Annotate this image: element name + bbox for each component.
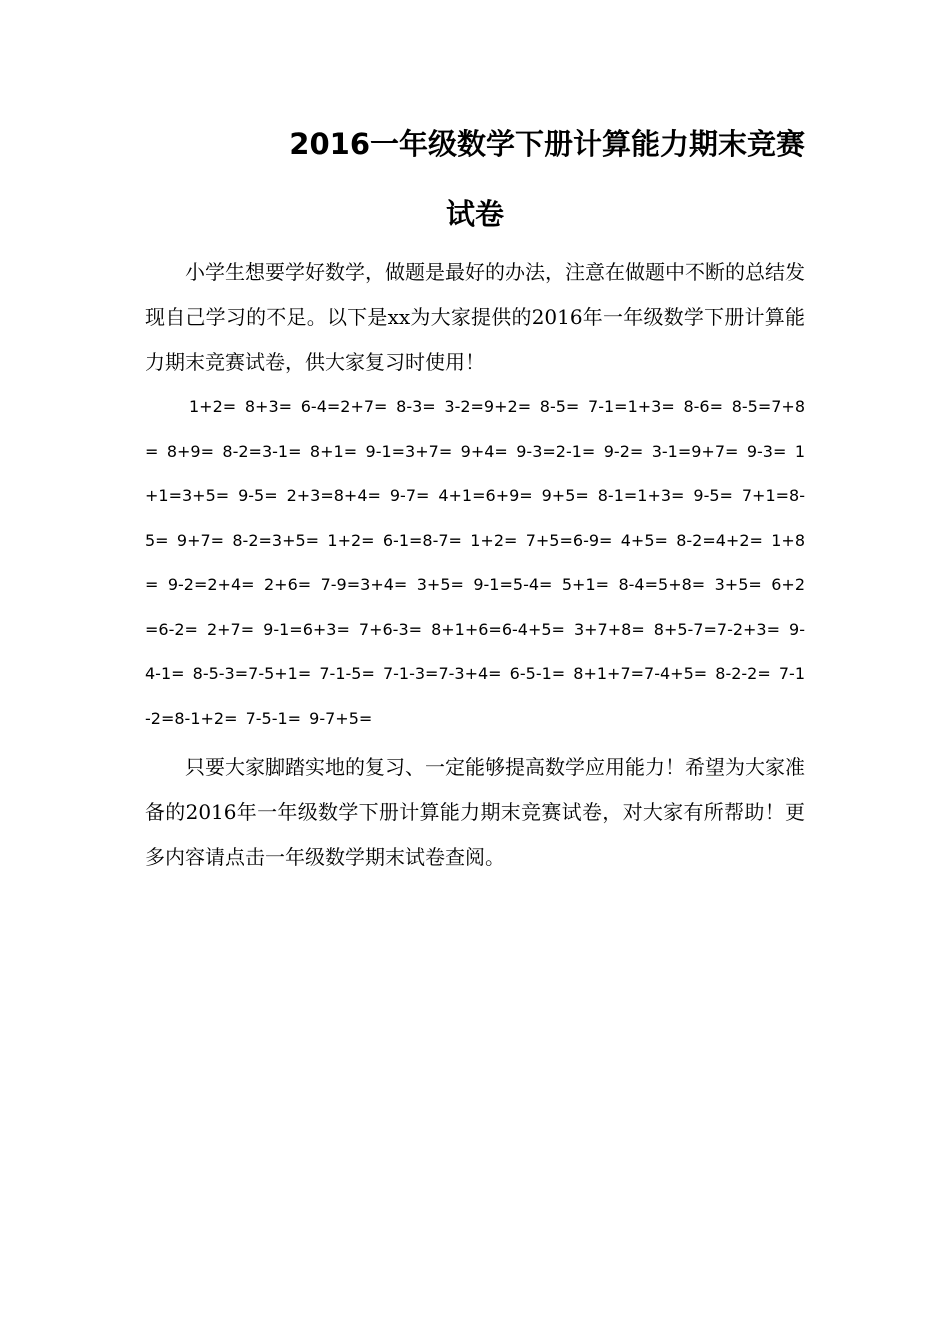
document-title-line-1: 2016一年级数学下册计算能力期末竞赛 [289,127,805,161]
arithmetic-problems: 1+2= 8+3= 6-4=2+7= 8-3= 3-2=9+2= 8-5= 7-1=1+3= 8-6= 8-5=7+8= 8+9= 8-2=3-1= 8+1= 9-1=3+7= 9+4= 9-3=2-1= 9-2= 3-1=9+7= 9-3= 1+1=3+5= 9-5= 2+3=8+4= 9-7= 4+1=6+9= 9+5= 8-1=1+3= 9-5= 7+1=8-5= 9+7= 8-2=3+5= 1+2= 6-1=8-7= 1+2= 7+5=6-9= 4+5= 8-2=4+2= 1+8= 9-2=2+4= 2+6= 7-9=3+4= 3+5= 9-1=5-4= 5+1= 8-4=5+8= 3+5= 6+2=6-2= 2+7= 9-1=6+3= 7+6-3= 8+1+6=6-4+5= 3+7+8= 8+5-7=7-2+3= 9-4-1= 8-5-3=7-5+1= 7-1-5= 7-1-3=7-3+4= 6-5-1= 8+1+7=7-4+5= 8-2-2= 7-1-2=8-1+2= 7-5-1= 9-7+5= [145,397,805,728]
closing-paragraph: 只要大家脚踏实地的复习、一定能够提高数学应用能力！希望为大家准备的2016年一年级数学下册计算能力期末竞赛试卷，对大家有所帮助！更多内容请点击一年级数学期末试卷查阅。 [145,755,805,869]
intro-paragraph: 小学生想要学好数学，做题是最好的办法，注意在做题中不断的总结发现自己学习的不足。以下是xx为大家提供的2016年一年级数学下册计算能力期末竞赛试卷，供大家复习时使用！ [145,260,805,374]
document-title-line-2: 试卷 [445,197,504,231]
